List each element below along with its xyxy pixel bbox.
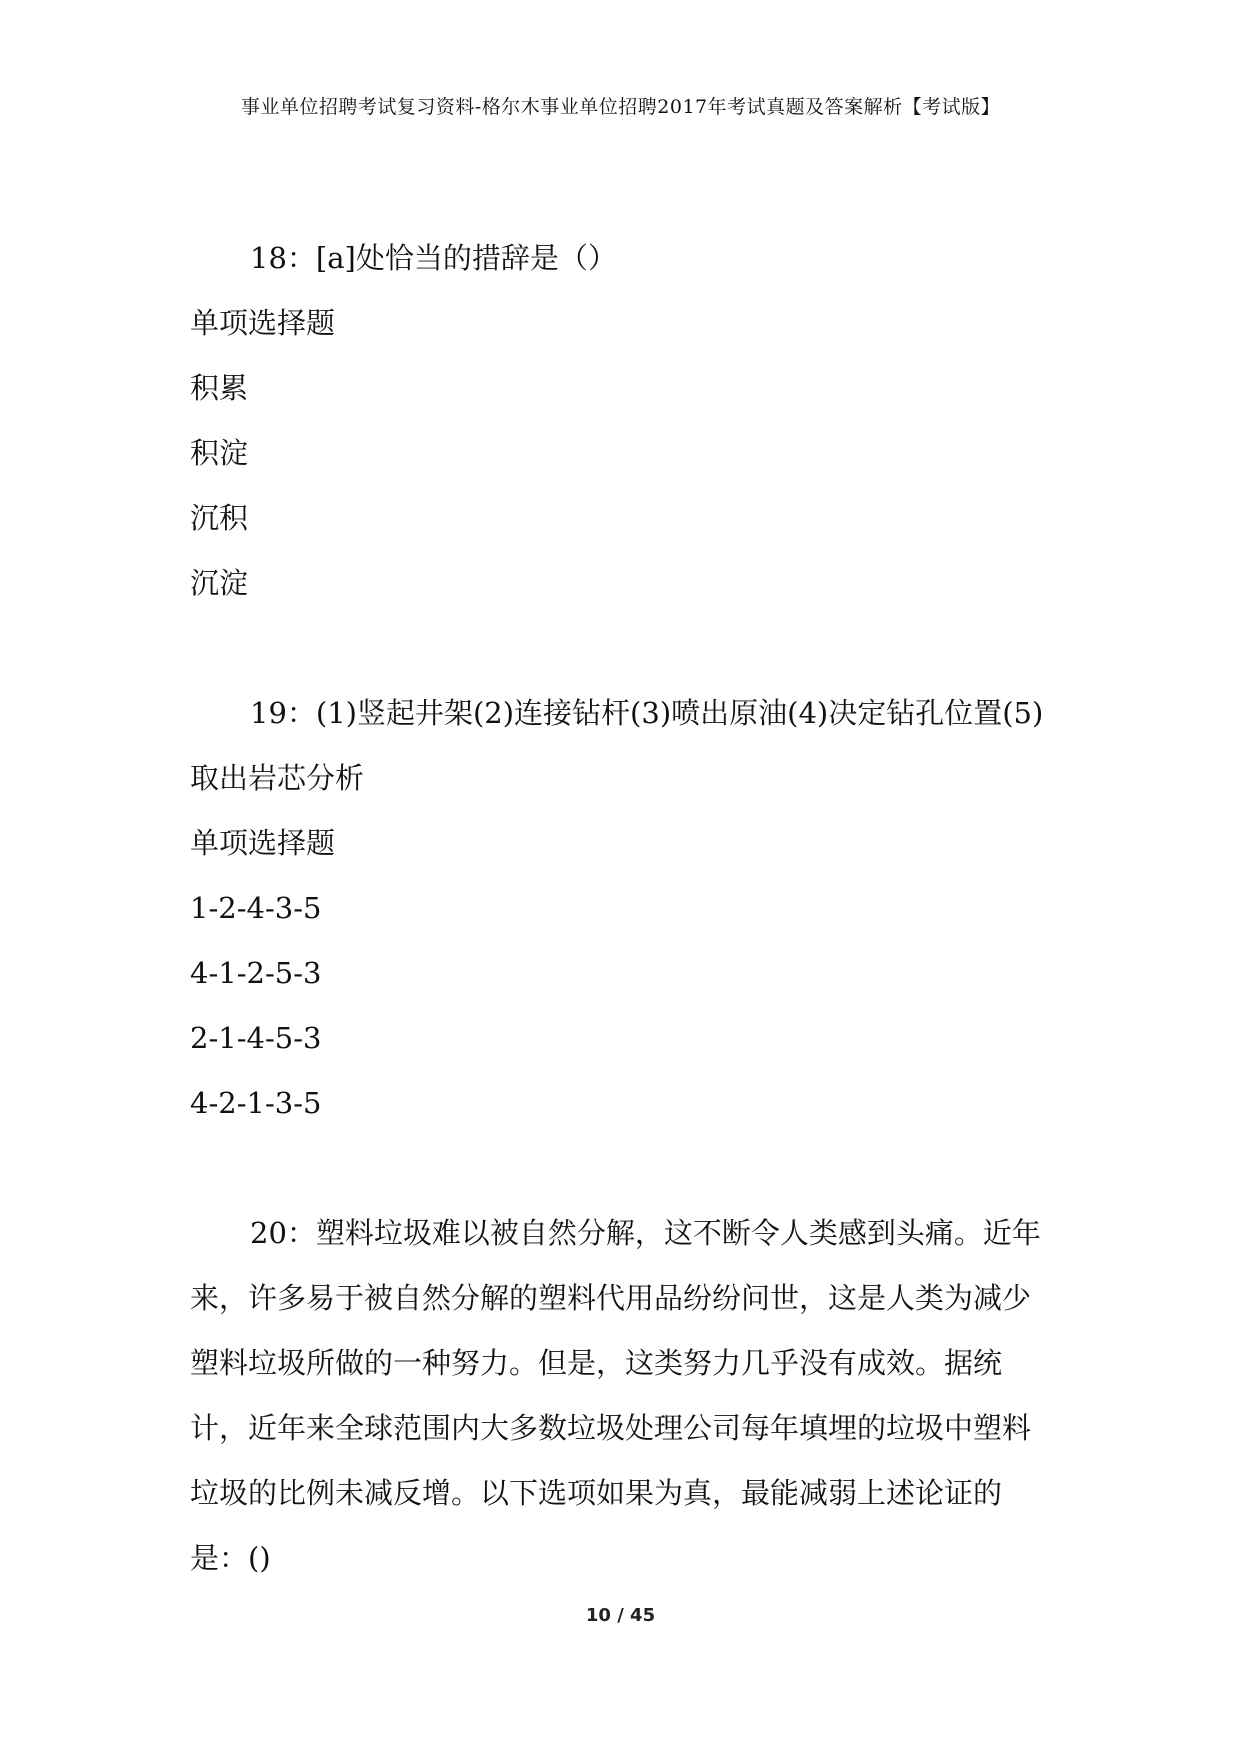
question-stem: 19：(1)竖起井架(2)连接钻杆(3)喷出原油(4)决定钻孔位置(5)取出岩芯分析 (190, 696, 1044, 795)
page-header: 事业单位招聘考试复习资料-格尔木事业单位招聘2017年考试真题及答案解析【考试版】 (240, 96, 1001, 118)
option-a: 1-2-4-3-5 (190, 891, 322, 925)
question-spacer (190, 1136, 1056, 1201)
question-19 (190, 681, 1056, 1136)
page-number: 10 / 45 (585, 1605, 656, 1626)
question-stem: 18：[a]处恰当的措辞是（） (250, 241, 617, 275)
document-body (190, 226, 1056, 1591)
option-a: 积累 (190, 371, 249, 405)
question-spacer (190, 616, 1056, 681)
question-type: 单项选择题 (190, 306, 336, 340)
question-stem: 20：塑料垃圾难以被自然分解，这不断令人类感到头痛。近年来，许多易于被自然分解的塑料代用品纷纷问世，这是人类为减少塑料垃圾所做的一种努力。但是，这类努力几乎没有成效。据统计，近年来全球范围内大多数垃圾处理公司每年填埋的垃圾中塑料垃圾的比例未减反增。以下选项如果为真，最能减弱上述论证的是：() (190, 1216, 1041, 1575)
option-c: 2-1-4-5-3 (190, 1021, 322, 1055)
option-d: 4-2-1-3-5 (190, 1086, 322, 1120)
question-18 (190, 226, 1056, 616)
question-20 (190, 1201, 1056, 1591)
option-c: 沉积 (190, 501, 249, 535)
option-b: 积淀 (190, 436, 249, 470)
option-b: 4-1-2-5-3 (190, 956, 322, 990)
option-d: 沉淀 (190, 566, 249, 600)
question-type: 单项选择题 (190, 826, 336, 860)
